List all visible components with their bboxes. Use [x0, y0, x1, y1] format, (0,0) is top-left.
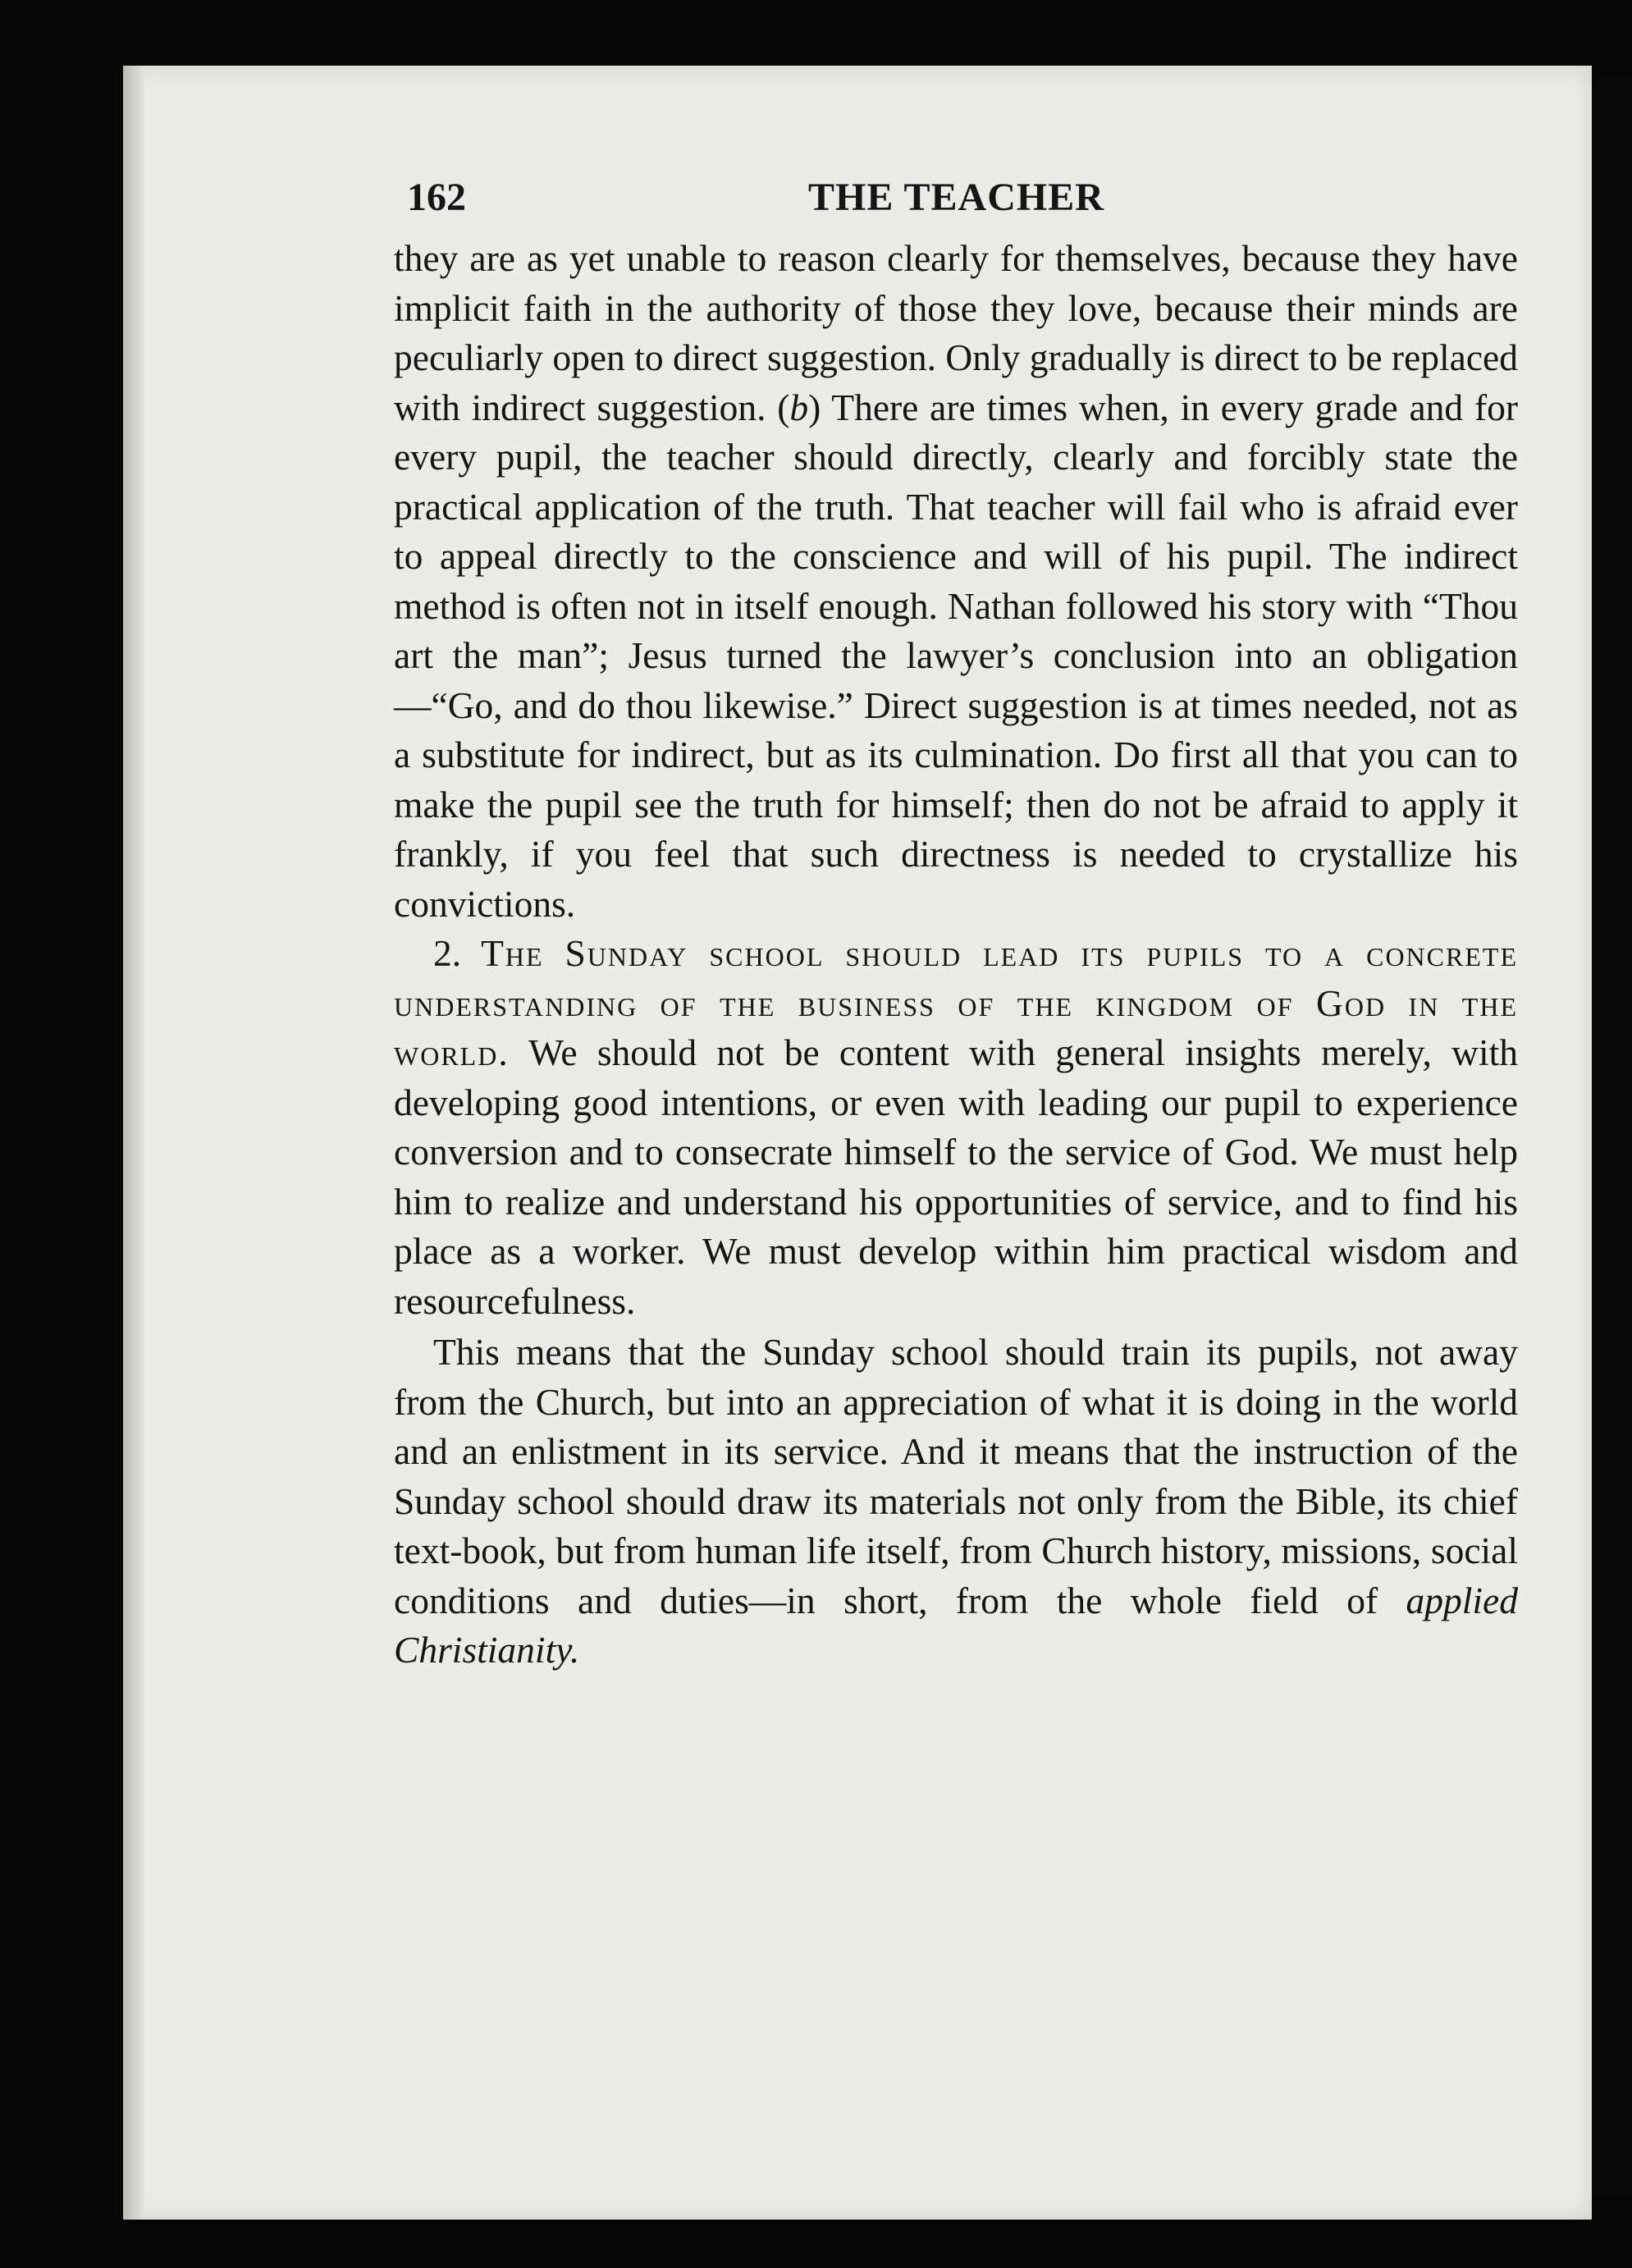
paragraph-text-part1: they are as yet unable to reason clearly for themselves, because they have implicit faith in the authority of those they love, because their minds are peculiarly open to direct suggestion. Only gradually is direct to be replaced with indirect suggestion. ( [394, 237, 1518, 428]
paragraph-direct-suggestion [394, 234, 1518, 929]
running-title: THE TEACHER [808, 176, 1104, 219]
italic-phrase: applied Christianity. [394, 1579, 1518, 1671]
paragraph-text-part2: ) There are times when, in every grade and for every pupil, the teacher should directly, clearly and forcibly state the practical application of the truth. That teacher will fail who is afraid ever to appeal directly to the conscience and will of his pupil. The indirect method is often not in itself enough. Nathan followed his story with “Thou art the man”; Jesus turned the lawyer’s conclusion into an obligation—“Go, and do thou likewise.” Direct suggestion is at times needed, not as a substitute for indirect, but as its culmination. Do first all that you can to make the pupil see the truth for himself; then do not be afraid to apply it frankly, if you feel that such directness is needed to crystallize his convictions. [394, 386, 1519, 925]
page-text-block [394, 168, 1518, 1676]
paragraph-applied-christianity [394, 1328, 1518, 1676]
section-2-paragraph [394, 929, 1518, 1326]
section-heading: The Sunday school should lead its pupils to a concrete understanding of the business of the kingdom of God in the world. [394, 932, 1518, 1073]
section-body: We should not be content with general insights merely, with developing good intentions, or even with leading our pupil to experience conversion and to consecrate himself to the service of God. We must help him to realize and understand his opportunities of service, and to find his place as a worker. We must develop within him practical wisdom and resourcefulness. [394, 1031, 1518, 1322]
page-gutter-edge [123, 66, 144, 2220]
enumeration-letter: b [789, 386, 809, 428]
section-number: 2. [433, 932, 462, 974]
paragraph-text: This means that the Sunday school should train its pupils, not away from the Church, but into an appreciation of what it is doing in the world and an enlistment in its service. And it means that the instruction of the Sunday school should draw its materials not only from the Bible, its chief text-book, but from human life itself, from Church history, missions, social conditions and duties—in short, from the whole field of [394, 1331, 1518, 1621]
scan-border-right [1596, 78, 1632, 2195]
running-head [394, 168, 1518, 234]
page-number: 162 [407, 176, 466, 219]
